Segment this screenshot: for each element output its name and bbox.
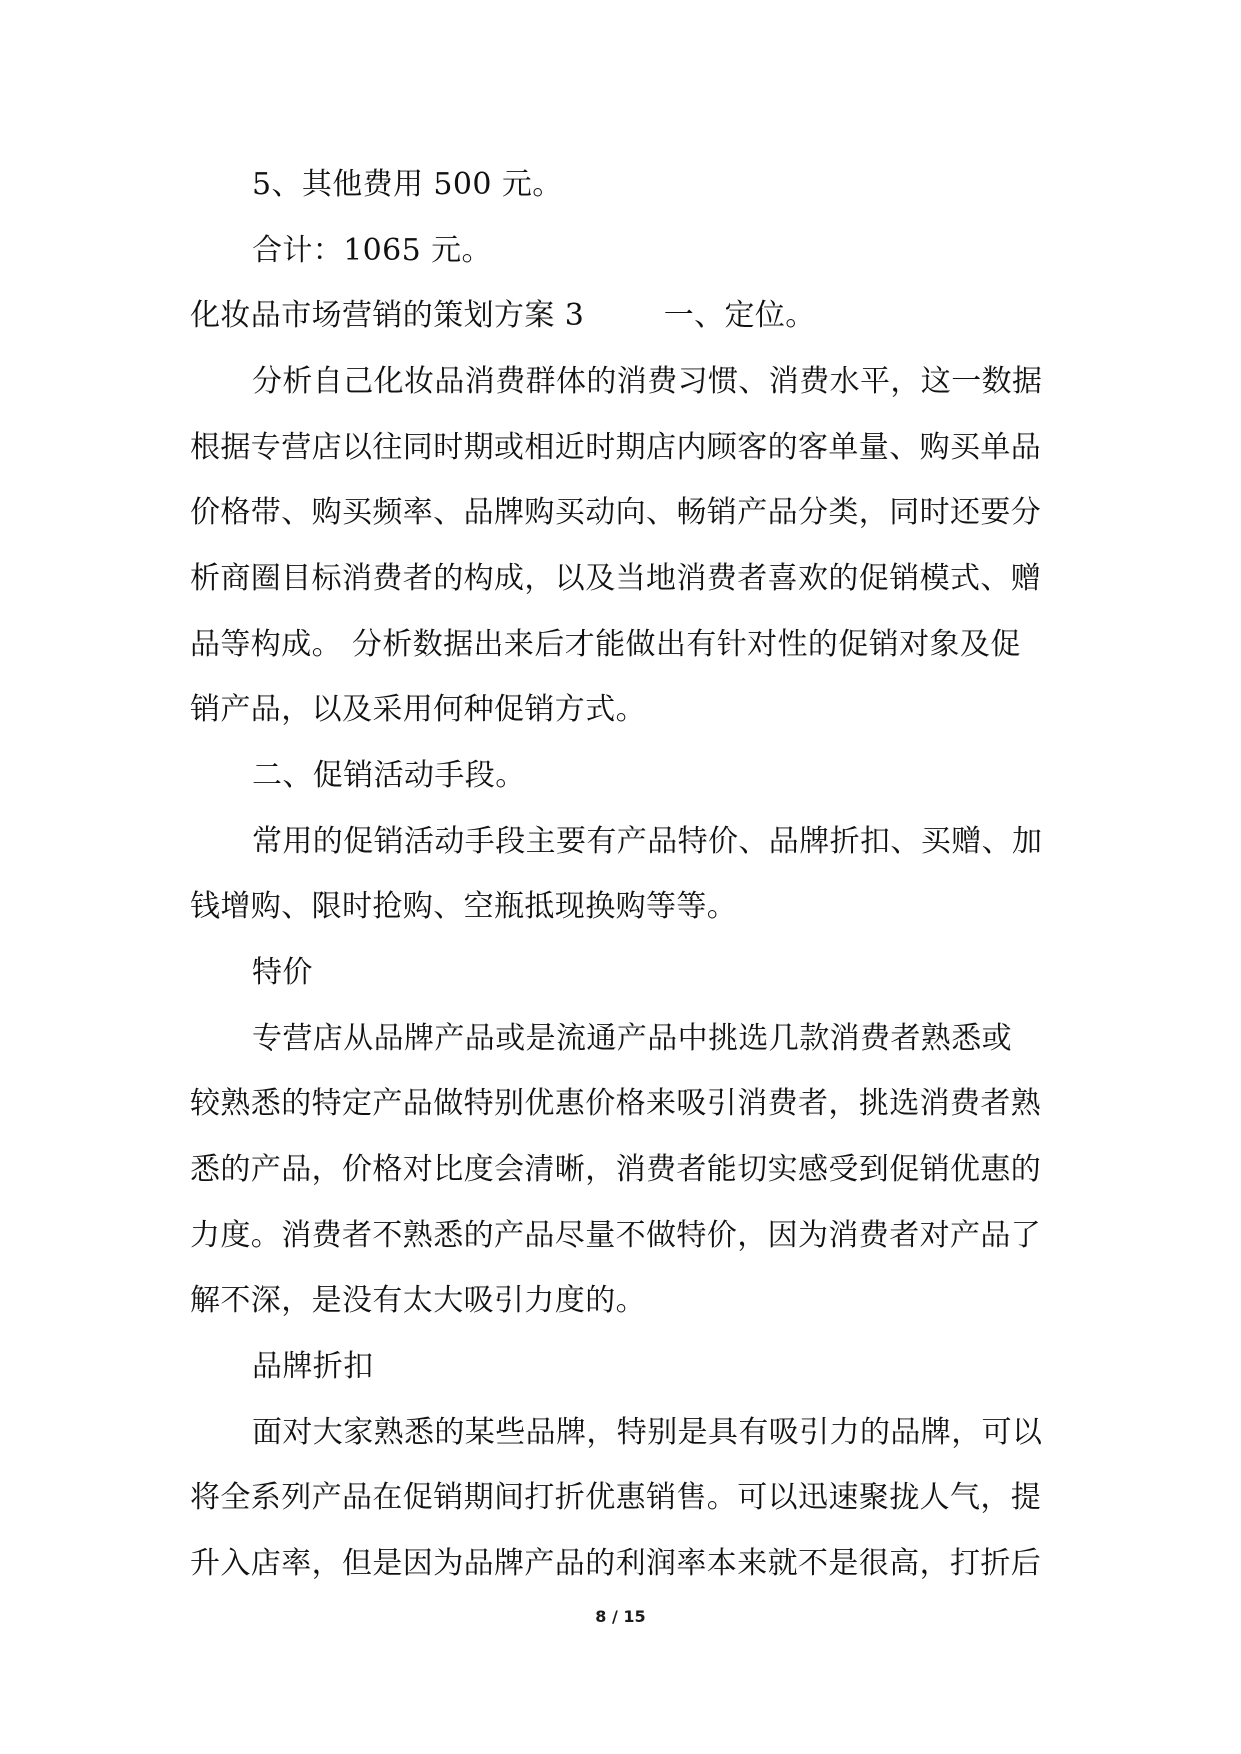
paragraph-line: 升入店率，但是因为品牌产品的利润率本来就不是很高，打折后 xyxy=(190,1546,1042,1581)
paragraph-line: 面对大家熟悉的某些品牌，特别是具有吸引力的品牌，可以 xyxy=(252,1415,1043,1450)
paragraph-line: 将全系列产品在促销期间打折优惠销售。可以迅速聚拢人气，提 xyxy=(190,1480,1042,1515)
paragraph-line: 悉的产品，价格对比度会清晰，消费者能切实感受到促销优惠的 xyxy=(190,1152,1042,1187)
subheading: 品牌折扣 xyxy=(252,1349,374,1384)
paragraph-line: 力度。消费者不熟悉的产品尽量不做特价，因为消费者对产品了 xyxy=(190,1218,1042,1253)
paragraph-line: 解不深，是没有太大吸引力度的。 xyxy=(190,1283,646,1318)
paragraph-line: 根据专营店以往同时期或相近时期店内顾客的客单量、购买单品 xyxy=(190,430,1042,465)
paragraph-line: 品等构成。 分析数据出来后才能做出有针对性的促销对象及促 xyxy=(190,627,1021,662)
expense-item-5: 5、其他费用 500 元。 xyxy=(252,167,563,202)
paragraph-line: 钱增购、限时抢购、空瓶抵现换购等等。 xyxy=(190,889,738,924)
section-heading: 化妆品市场营销的策划方案 3 一、定位。 xyxy=(190,298,816,333)
paragraph-line: 销产品，以及采用何种促销方式。 xyxy=(190,692,646,727)
total-line: 合计：1065 元。 xyxy=(252,233,492,268)
paragraph-line: 析商圈目标消费者的构成，以及当地消费者喜欢的促销模式、赠 xyxy=(190,561,1042,596)
page-number: 8 / 15 xyxy=(595,1607,646,1626)
paragraph-line: 价格带、购买频率、品牌购买动向、畅销产品分类，同时还要分 xyxy=(190,495,1042,530)
paragraph-line: 专营店从品牌产品或是流通产品中挑选几款消费者熟悉或 xyxy=(252,1021,1012,1056)
subheading: 特价 xyxy=(252,955,313,990)
paragraph-line: 常用的促销活动手段主要有产品特价、品牌折扣、买赠、加 xyxy=(252,824,1043,859)
paragraph-line: 分析自己化妆品消费群体的消费习惯、消费水平，这一数据 xyxy=(252,364,1043,399)
paragraph-line: 较熟悉的特定产品做特别优惠价格来吸引消费者，挑选消费者熟 xyxy=(190,1086,1042,1121)
subheading: 二、促销活动手段。 xyxy=(252,758,526,793)
